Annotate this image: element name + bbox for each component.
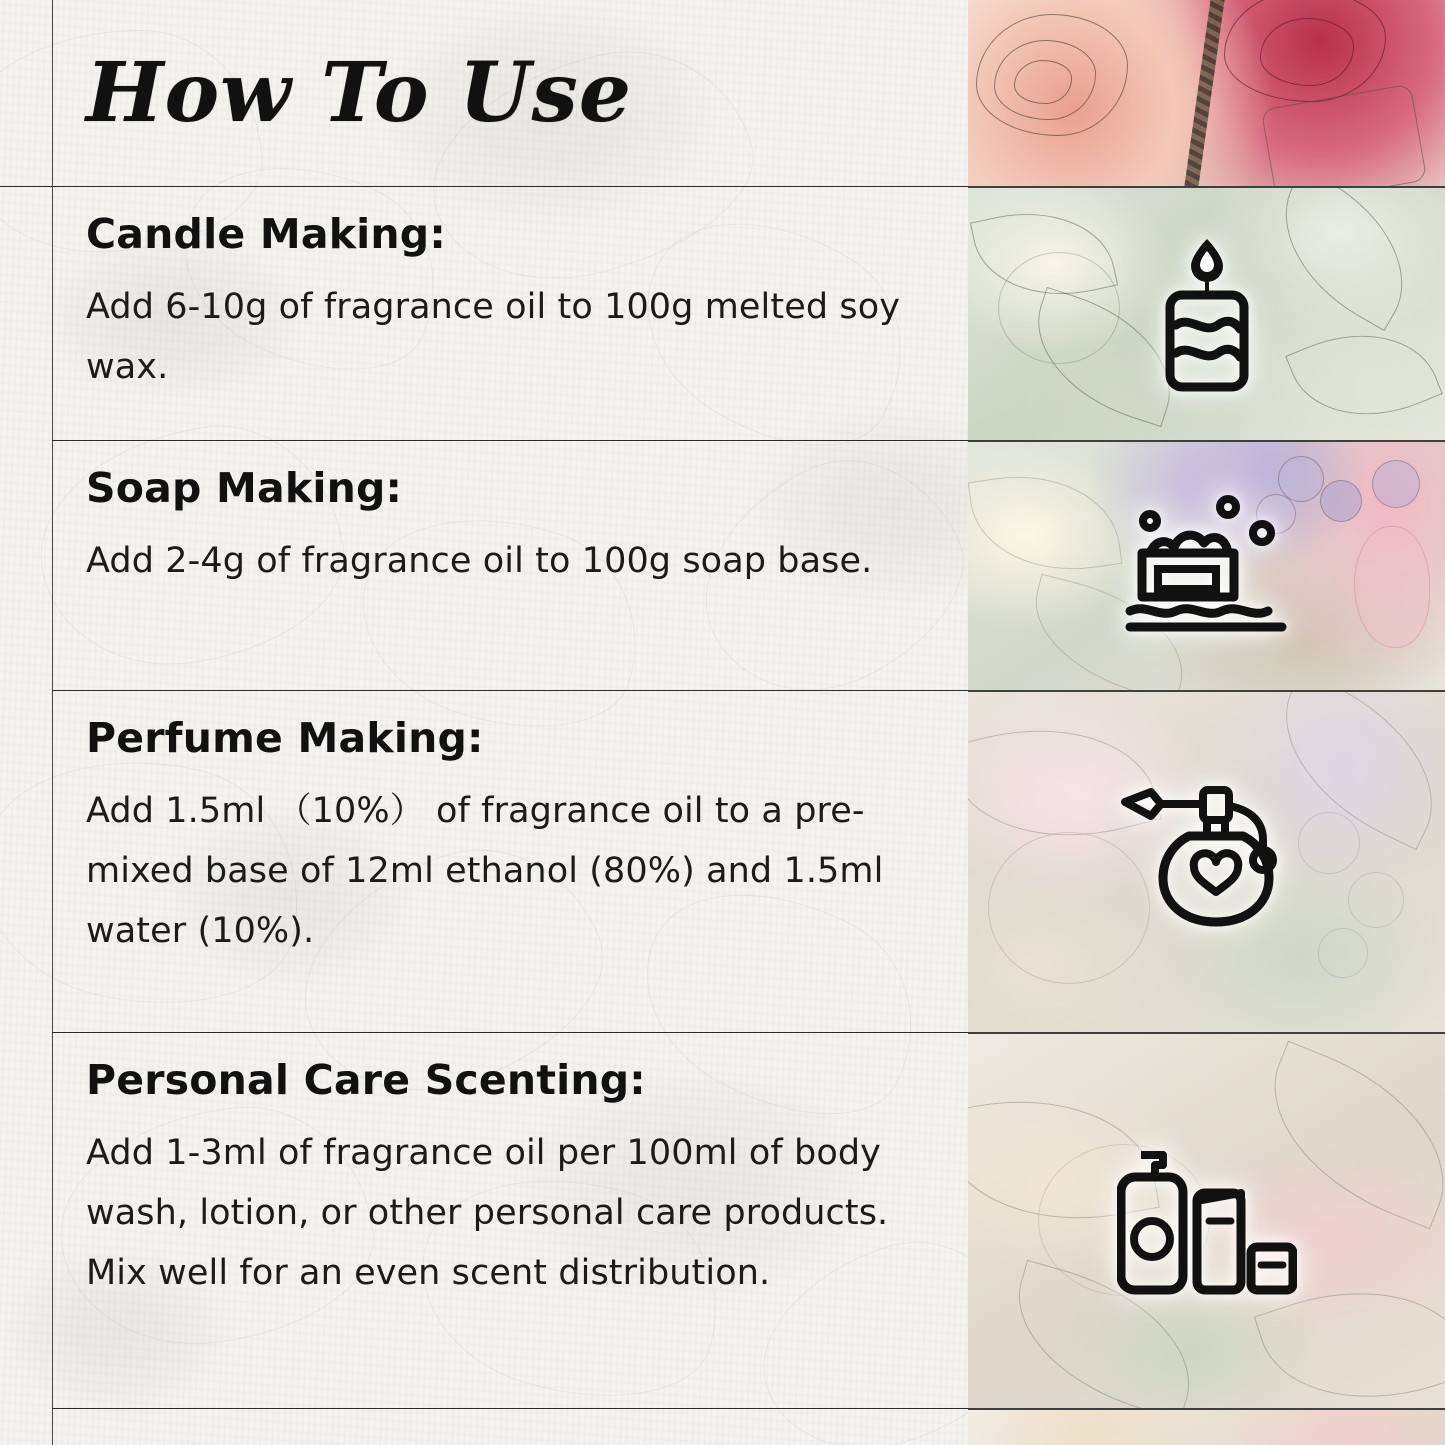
section-soap-making: [52, 440, 968, 690]
panel-divider: [968, 690, 1445, 692]
panel-photo-soap: [968, 442, 1445, 690]
section-title-perfume: Perfume Making:: [86, 714, 484, 762]
section-personal-care-scenting: [52, 1032, 968, 1408]
header-photo-roses: [968, 0, 1445, 186]
page-title: How To Use: [86, 45, 633, 141]
section-perfume-making: [52, 690, 968, 1032]
panel-divider: [968, 440, 1445, 442]
panel-photo-candle: [968, 188, 1445, 440]
section-candle-making: [52, 186, 968, 440]
section-title-soap: Soap Making:: [86, 464, 403, 512]
panel-photo-bottom-sliver: [968, 1410, 1445, 1445]
panel-divider: [968, 186, 1445, 188]
soap-bar-icon: [1112, 471, 1302, 661]
panel-photo-perfume: [968, 692, 1445, 1032]
candle-icon: [1112, 219, 1302, 409]
panel-divider: [968, 1408, 1445, 1410]
section-body-personal-care: Add 1-3ml of fragrance oil per 100ml of body wash, lotion, or other personal care products. Mix well for an even scent distribution.: [86, 1133, 889, 1294]
lotion-bottles-icon: [1112, 1126, 1302, 1316]
header: [52, 0, 968, 186]
section-title-candle: Candle Making:: [86, 210, 446, 258]
panel-photo-personal-care: [968, 1034, 1445, 1408]
section-body-candle: Add 6-10g of fragrance oil to 100g melted soy wax.: [86, 287, 901, 388]
section-divider: [52, 1408, 968, 1409]
section-title-personal-care: Personal Care Scenting:: [86, 1056, 646, 1104]
illustration-column: [968, 0, 1445, 1445]
section-body-perfume: Add 1.5ml （10%） of fragrance oil to a pre-mixed base of 12ml ethanol (80%) and 1.5ml water (10%).: [86, 791, 884, 952]
panel-divider: [968, 1032, 1445, 1034]
perfume-bottle-icon: [1112, 767, 1302, 957]
section-body-soap: Add 2-4g of fragrance oil to 100g soap base.: [86, 541, 873, 582]
